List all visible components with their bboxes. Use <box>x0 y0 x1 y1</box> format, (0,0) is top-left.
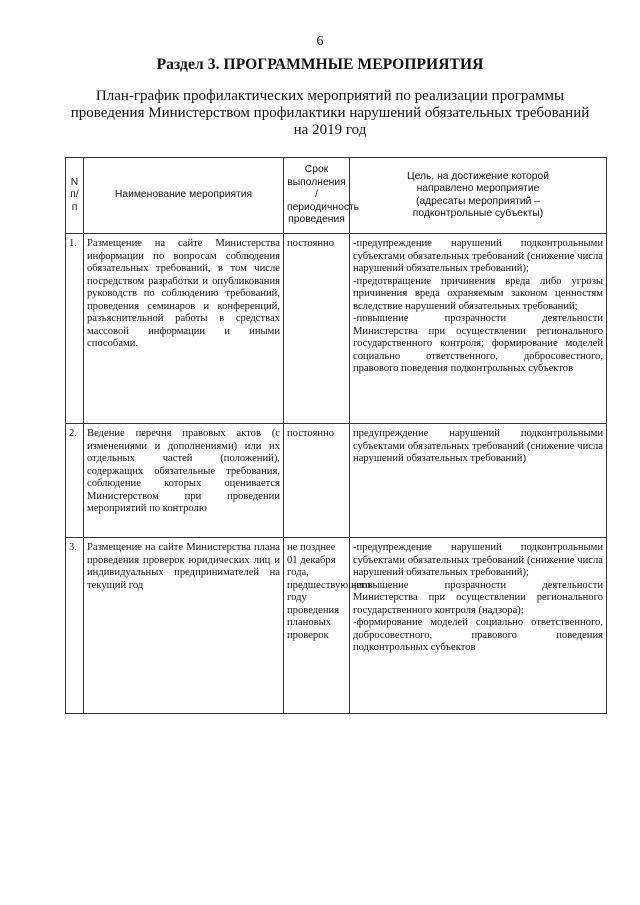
row-num: 1. <box>66 234 84 424</box>
header-term: Срок выполнения /периодичность проведения <box>284 158 350 234</box>
header-goal-line-4: подконтрольные субъекты) <box>412 208 544 219</box>
table-row <box>66 234 607 424</box>
row-goals <box>350 424 607 538</box>
goal-item: -повышение прозрачности деятельности Министерства при осуществлении регионального государственного контроля; формирование моделей социально ответственного, добросовестного, правового поведения подконтрольных субъектов <box>353 313 603 374</box>
goal-item: -формирование моделей социально ответственного, добросовестного, правового поведения подконтрольных субъектов <box>353 617 603 653</box>
table-row <box>66 424 607 538</box>
row-num: 3. <box>66 538 84 714</box>
row-term: постоянно <box>284 424 350 538</box>
header-goal-line-3: (адресаты мероприятий – <box>416 195 540 207</box>
goal-item: предупреждение нарушений подконтрольными субъектами обязательных требований (снижение числа нарушений обязательных требований) <box>353 428 603 464</box>
row-term: не позднее 01 декабря года, предшествующего году проведения плановых проверок <box>284 538 350 714</box>
header-goal-line-2: направлено мероприятие <box>416 183 540 194</box>
header-goal <box>350 158 607 234</box>
row-name: Размещение на сайте Министерства информации по вопросам соблюдения обязательных требований, в том числе посредством разработки и опубликования руководств по соблюдению требований, проведения семинаров и конференций, разъяснительной работы в средствах массовой информации и иными способами. <box>84 234 284 424</box>
row-goals <box>350 234 607 424</box>
page-number: 6 <box>316 34 324 49</box>
row-goals <box>350 538 607 714</box>
section-title: Раздел 3. ПРОГРАММНЫЕ МЕРОПРИЯТИЯ <box>156 56 484 73</box>
header-name: Наименование мероприятия <box>84 158 284 234</box>
subtitle-line-2: проведения Министерством профилактики нарушений обязательных требований <box>70 105 590 121</box>
goal-item: -предупреждение нарушений подконтрольными субъектами обязательных требований (снижение числа нарушений обязательных требований); <box>353 542 603 578</box>
goal-item: -предупреждение нарушений подконтрольными субъектами обязательных требований (снижение числа нарушений обязательных требований); <box>353 238 603 274</box>
goal-item: -предотвращение причинения вреда либо угрозы причинения вреда охраняемым законом ценностям вследствие нарушений обязательных требований; <box>353 275 603 312</box>
plan-subtitle <box>60 88 600 139</box>
subtitle-line-3: на 2019 год <box>293 122 367 138</box>
row-num: 2. <box>66 424 84 538</box>
table-row <box>66 538 607 714</box>
row-name: Размещение на сайте Министерства плана проведения проверок юридических лиц и индивидуальных предпринимателей на текущий год <box>84 538 284 714</box>
row-term: постоянно <box>284 234 350 424</box>
header-num: N п/п <box>66 158 84 234</box>
header-goal-line-1: Цель, на достижение которой <box>406 170 549 182</box>
goal-item: -повышение прозрачности деятельности Министерства при осуществлении регионального государственного контроля (надзора); <box>353 579 603 616</box>
activities-table <box>65 157 607 714</box>
table-header-row <box>66 158 607 234</box>
row-name: Ведение перечня правовых актов (с изменениями и дополнениями) или их отдельных частей (положений), содержащих обязательные требования, соблюдение которых оценивается Министерством при проведении мероприятий по контролю <box>84 424 284 538</box>
subtitle-line-1: План-график профилактических мероприятий по реализации программы <box>95 88 565 104</box>
